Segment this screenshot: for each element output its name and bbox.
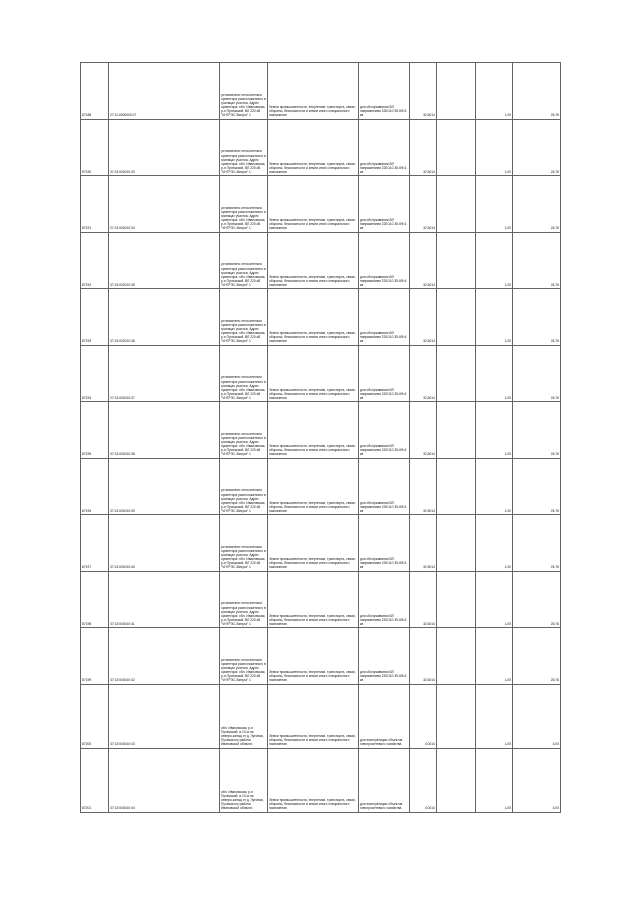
land-category-text: Земли промышленности, энергетики, транспорта, связи, обороны, безопасности и земли иного специального назначения [269, 218, 356, 231]
location-text: установлено относительно ориентира расположенного в границах участка. Адрес ориентира: обл. Ивановская, р-н Пучежский, ВЛ 220 кВ "ЧНГРЭС-Вичуга" 1 [221, 149, 266, 174]
sum-value [513, 289, 561, 346]
land-category-text: Земли промышленности, энергетики, транспорта, связи, обороны, безопасности и земли иного специального назначения [269, 387, 356, 400]
empty-cell [437, 345, 476, 402]
empty-cell [437, 748, 476, 812]
sum-value [513, 119, 561, 176]
row-id [81, 515, 109, 572]
row-id-text: 87192 [82, 282, 92, 287]
land-category-text: Земли промышленности, энергетики, транспорта, связи, обороны, безопасности и земли иного специального назначения [269, 444, 356, 457]
area-value [410, 628, 437, 685]
cadastral-number [109, 515, 220, 572]
sum-value [513, 571, 561, 628]
row-id [81, 232, 109, 289]
table-row [81, 458, 561, 515]
row-id [81, 684, 109, 748]
area-value [410, 119, 437, 176]
location [220, 63, 268, 120]
empty-cell [437, 402, 476, 459]
table-row [81, 684, 561, 748]
area-value-text: 4,0014 [424, 742, 435, 747]
area-value-text: 32,6014 [423, 226, 435, 231]
permitted-use-text: для обслуживания ВЛ напряжением 220/110 35-КФ-6 кв [360, 387, 407, 400]
permitted-use-text: для обслуживания ВЛ напряжением 220/110 35-КФ-6 кв [360, 444, 407, 457]
cadastral-number-text: 37:13:000010:43 [110, 742, 135, 747]
land-category [268, 345, 359, 402]
sum-value [513, 748, 561, 812]
row-id-text: 87200 [82, 742, 92, 747]
empty-cell [437, 289, 476, 346]
land-category [268, 402, 359, 459]
area-value [410, 232, 437, 289]
sum-value [513, 345, 561, 402]
table-row [81, 232, 561, 289]
location [220, 176, 268, 233]
location [220, 345, 268, 402]
area-value [410, 63, 437, 120]
sum-value-text: 26,76 [550, 282, 559, 287]
cadastral-number-text: 37:13:000010:33 [110, 169, 135, 174]
table-row [81, 748, 561, 812]
area-value [410, 176, 437, 233]
land-category [268, 119, 359, 176]
table-row [81, 63, 561, 120]
rate-value [476, 515, 513, 572]
row-id-text: 87199 [82, 678, 92, 683]
rate-value [476, 748, 513, 812]
sum-value-text: 26,76 [550, 621, 559, 626]
area-value-text: 4,0014 [424, 806, 435, 811]
land-category-text: Земли промышленности, энергетики, транспорта, связи, обороны, безопасности и земли иного специального назначения [269, 557, 356, 570]
row-id [81, 748, 109, 812]
permitted-use [359, 458, 410, 515]
cadastral-number [109, 119, 220, 176]
cadastral-number [109, 748, 220, 812]
cadastral-number-text: 37:13:000010:40 [110, 565, 135, 570]
rate-value-text: 1,00 [504, 226, 511, 231]
land-category [268, 628, 359, 685]
land-category [268, 684, 359, 748]
rate-value-text: 1,00 [504, 395, 511, 400]
land-category [268, 458, 359, 515]
empty-cell [437, 119, 476, 176]
rate-value [476, 345, 513, 402]
row-id-text: 87195 [82, 452, 92, 457]
sum-value [513, 628, 561, 685]
sum-value-text: 26,76 [550, 508, 559, 513]
permitted-use-text: для обслуживания ВЛ напряжением 220/110 35-КФ-6 кв [360, 274, 407, 287]
sum-value-text: 26,76 [550, 395, 559, 400]
permitted-use [359, 748, 410, 812]
permitted-use-text: для эксплуатации объектов электросетевого хозяйства [360, 802, 403, 811]
rate-value-text: 1,00 [504, 113, 511, 118]
location [220, 515, 268, 572]
sum-value-text: 4,00 [552, 806, 559, 811]
register-table-body [81, 63, 561, 813]
row-id-text: 87196 [82, 508, 92, 513]
sum-value-text: 26,76 [550, 678, 559, 683]
cadastral-number [109, 571, 220, 628]
area-value [410, 402, 437, 459]
land-category [268, 515, 359, 572]
location-text: установлено относительно ориентира расположенного в границах участка. Адрес ориентира: обл. Ивановская, р-н Пучежский, ВЛ 220 кВ "ЧНГРЭС-Вичуга" 1 [221, 205, 266, 231]
row-id [81, 458, 109, 515]
table-row [81, 289, 561, 346]
sum-value-text: 26,76 [550, 339, 559, 344]
location-text: установлено относительно ориентира расположенного в границах участка. Адрес ориентира: обл. Ивановская, р-н Пучежский, ВЛ 220 кВ "ЧНГРЭС-Вичуга" 1 [221, 431, 266, 457]
rate-value [476, 289, 513, 346]
sum-value-text: 26,76 [550, 452, 559, 457]
location [220, 232, 268, 289]
cadastral-number [109, 289, 220, 346]
area-value [410, 748, 437, 812]
cadastral-number [109, 402, 220, 459]
land-category-text: Земли промышленности, энергетики, транспорта, связи, обороны, безопасности и земли иного специального назначения [269, 734, 356, 747]
land-category [268, 232, 359, 289]
land-category-text: Земли промышленности, энергетики, транспорта, связи, обороны, безопасности и земли иного специального назначения [269, 274, 356, 287]
land-category-text: Земли промышленности, энергетики, транспорта, связи, обороны, безопасности и земли иного специального назначения [269, 670, 356, 683]
location-text: установлено относительно ориентира расположенного в границах участка. Адрес ориентира: обл. Ивановская, р-н Пучежский, ВЛ 220 кВ "ЧНГРЭС-Вичуга" 1 [221, 544, 266, 570]
rate-value [476, 63, 513, 120]
row-id-text: 87188 [82, 113, 92, 118]
location-text: установлено относительно ориентира расположенного в границах участка. Адрес ориентира: обл. Ивановская, р-н Пучежский, ВЛ 220 кВ "ЧНГРЭС-Вичуга" 1 [221, 262, 266, 287]
permitted-use [359, 684, 410, 748]
row-id-text: 87197 [82, 565, 92, 570]
location [220, 119, 268, 176]
permitted-use [359, 289, 410, 346]
table-row [81, 119, 561, 176]
row-id-text: 87191 [82, 226, 92, 231]
table-row [81, 515, 561, 572]
sum-value [513, 515, 561, 572]
area-value-text: 32,6014 [423, 678, 435, 683]
land-category-text: Земли промышленности, энергетики, транспорта, связи, обороны, безопасности и земли иного специального назначения [269, 161, 356, 174]
area-value [410, 684, 437, 748]
cadastral-number [109, 345, 220, 402]
land-category-text: Земли промышленности, энергетики, транспорта, связи, обороны, безопасности и земли иного специального назначения [269, 500, 356, 513]
permitted-use-text: для обслуживания ВЛ напряжением 220/110 35-КФ-6 кв [360, 670, 407, 683]
rate-value [476, 684, 513, 748]
area-value-text: 32,6014 [423, 169, 435, 174]
row-id-text: 87201 [82, 806, 92, 811]
empty-cell [437, 458, 476, 515]
location [220, 748, 268, 812]
rate-value [476, 628, 513, 685]
location-text: установлено относительно ориентира расположенного в границах участка. Адрес ориентира: обл. Ивановская, р-н Пучежский, ВЛ 220 кВ "ЧНГРЭС-Вичуга" 1 [221, 318, 266, 344]
location [220, 684, 268, 748]
rate-value-text: 1,00 [504, 169, 511, 174]
empty-cell [437, 176, 476, 233]
sum-value-text: 26,76 [550, 113, 559, 118]
area-value [410, 458, 437, 515]
cadastral-number [109, 232, 220, 289]
row-id [81, 289, 109, 346]
rate-value [476, 571, 513, 628]
rate-value-text: 1,00 [504, 452, 511, 457]
permitted-use [359, 345, 410, 402]
location [220, 402, 268, 459]
permitted-use [359, 63, 410, 120]
cadastral-number [109, 684, 220, 748]
table-row [81, 402, 561, 459]
location-text: обл. Ивановская, р-н Пучежский, в 10 м на северо-запад от д. Луговая, Пучежского района Ивановской области [221, 726, 264, 747]
rate-value-text: 1,00 [504, 339, 511, 344]
cadastral-number-text: 37:13:000010:44 [110, 806, 135, 811]
rate-value [476, 176, 513, 233]
land-category [268, 571, 359, 628]
permitted-use-text: для обслуживания ВЛ напряжением 220/110 35-КФ-6 кв [360, 105, 407, 118]
location-text: установлено относительно ориентира расположенного в границах участка. Адрес ориентира: обл. Ивановская, р-н Пучежский, ВЛ 220 кВ "ЧНГРЭС-Вичуга" 1 [221, 601, 266, 626]
area-value [410, 345, 437, 402]
row-id [81, 345, 109, 402]
permitted-use [359, 232, 410, 289]
cadastral-number-text: 37:13:000010:38 [110, 452, 135, 457]
permitted-use-text: для обслуживания ВЛ напряжением 220/110 35-КФ-6 кв [360, 161, 407, 174]
location [220, 458, 268, 515]
cadastral-number-text: 27:13:000010:34 [110, 226, 135, 231]
cadastral-number-text: 27:13:000010:37 [110, 395, 135, 400]
area-value-text: 32,6014 [423, 339, 435, 344]
sum-value [513, 402, 561, 459]
sum-value-text: 4,00 [552, 742, 559, 747]
permitted-use [359, 571, 410, 628]
permitted-use-text: для обслуживания ВЛ напряжением 220/110 35-КФ-6 кв [360, 557, 407, 570]
sum-value-text: 26,76 [550, 169, 559, 174]
permitted-use [359, 176, 410, 233]
land-category-text: Земли промышленности, энергетики, транспорта, связи, обороны, безопасности и земли иного специального назначения [269, 798, 356, 811]
row-id [81, 628, 109, 685]
area-value-text: 32,6014 [423, 395, 435, 400]
location [220, 289, 268, 346]
land-category [268, 289, 359, 346]
cadastral-number [109, 63, 220, 120]
sum-value [513, 458, 561, 515]
rate-value-text: 1,00 [504, 508, 511, 513]
row-id [81, 119, 109, 176]
empty-cell [437, 684, 476, 748]
rate-value-text: 1,00 [504, 806, 511, 811]
location-text: установлено относительно ориентира расположенного в границах участка. Адрес ориентира: обл. Ивановская, р-н Пучежский, ВЛ 220 кВ "ЧНГРЭС-Вичуга" 1 [221, 92, 266, 118]
land-category-text: Земли промышленности, энергетики, транспорта, связи, обороны, безопасности и земли иного специального назначения [269, 613, 356, 626]
row-id-text: 87193 [82, 339, 92, 344]
location [220, 571, 268, 628]
empty-cell [437, 63, 476, 120]
land-category [268, 748, 359, 812]
cadastral-number-text: 37:13:000010:35 [110, 282, 135, 287]
area-value [410, 571, 437, 628]
row-id-text: 87198 [82, 621, 92, 626]
rate-value [476, 458, 513, 515]
register-table [80, 62, 561, 813]
cadastral-number [109, 458, 220, 515]
empty-cell [437, 232, 476, 289]
location-text: установлено относительно ориентира расположенного в границах участка. Адрес ориентира: обл. Ивановская, р-н Пучежский, ВЛ 220 кВ "ЧНГРЭС-Вичуга" 1 [221, 375, 266, 400]
permitted-use-text: для обслуживания ВЛ напряжением 220/110 35-КФ-6 кв [360, 331, 407, 344]
location-text: обл. Ивановская, р-н Пучежский, в 10 м на северо-запад от д. Луговая, Пучежского района Ивановской области [221, 790, 264, 811]
area-value-text: 32,6014 [423, 452, 435, 457]
area-value-text: 32,6014 [423, 282, 435, 287]
cadastral-number-text: 37:13:000010:41 [110, 621, 135, 626]
permitted-use-text: для эксплуатации объектов электросетевого хозяйства [360, 738, 403, 747]
rate-value-text: 1,00 [504, 621, 511, 626]
sum-value [513, 63, 561, 120]
sum-value-text: 26,76 [550, 226, 559, 231]
row-id [81, 571, 109, 628]
empty-cell [437, 515, 476, 572]
location [220, 628, 268, 685]
rate-value [476, 232, 513, 289]
location-text: установлено относительно ориентира расположенного в границах участка. Адрес ориентира: обл. Ивановская, р-н Пучежский, ВЛ 220 кВ "ЧНГРЭС-Вичуга" 1 [221, 488, 266, 513]
rate-value [476, 402, 513, 459]
table-row [81, 571, 561, 628]
permitted-use-text: для обслуживания ВЛ напряжением 220/110 35-КФ-6 кв [360, 613, 407, 626]
area-value-text: 32,6014 [423, 565, 435, 570]
sum-value [513, 684, 561, 748]
sum-value-text: 26,76 [550, 565, 559, 570]
permitted-use [359, 119, 410, 176]
row-id [81, 63, 109, 120]
cadastral-number-text: 37:13:000010:36 [110, 339, 135, 344]
row-id [81, 402, 109, 459]
area-value [410, 515, 437, 572]
cadastral-number-text: 27:11:0000000:27 [110, 113, 137, 118]
area-value [410, 289, 437, 346]
land-category [268, 63, 359, 120]
area-value-text: 32,6014 [423, 113, 435, 118]
permitted-use-text: для обслуживания ВЛ напряжением 220/110 35-КФ-6 кв [360, 218, 407, 231]
permitted-use [359, 628, 410, 685]
table-row [81, 176, 561, 233]
rate-value-text: 1,00 [504, 565, 511, 570]
area-value-text: 32,6014 [423, 508, 435, 513]
rate-value-text: 1,00 [504, 678, 511, 683]
row-id [81, 176, 109, 233]
land-category-text: Земли промышленности, энергетики, транспорта, связи, обороны, безопасности и земли иного специального назначения [269, 331, 356, 344]
area-value-text: 32,6014 [423, 621, 435, 626]
location-text: установлено относительно ориентира расположенного в границах участка. Адрес ориентира: обл. Ивановская, р-н Пучежский, ВЛ 220 кВ "ЧНГРЭС-Вичуга" 1 [221, 657, 266, 683]
land-category-text: Земли промышленности, энергетики, транспорта, связи, обороны, безопасности и земли иного специального назначения [269, 105, 356, 118]
row-id-text: 87190 [82, 169, 92, 174]
rate-value-text: 1,00 [504, 742, 511, 747]
empty-cell [437, 628, 476, 685]
cadastral-number [109, 628, 220, 685]
permitted-use [359, 515, 410, 572]
cadastral-number [109, 176, 220, 233]
empty-cell [437, 571, 476, 628]
permitted-use [359, 402, 410, 459]
table-row [81, 345, 561, 402]
cadastral-number-text: 37:13:000010:39 [110, 508, 135, 513]
rate-value-text: 1,00 [504, 282, 511, 287]
sum-value [513, 176, 561, 233]
sum-value [513, 232, 561, 289]
table-row [81, 628, 561, 685]
row-id-text: 87194 [82, 395, 92, 400]
permitted-use-text: для обслуживания ВЛ напряжением 220/110 35-КФ-6 кв [360, 500, 407, 513]
cadastral-number-text: 37:13:000010:42 [110, 678, 135, 683]
land-category [268, 176, 359, 233]
rate-value [476, 119, 513, 176]
